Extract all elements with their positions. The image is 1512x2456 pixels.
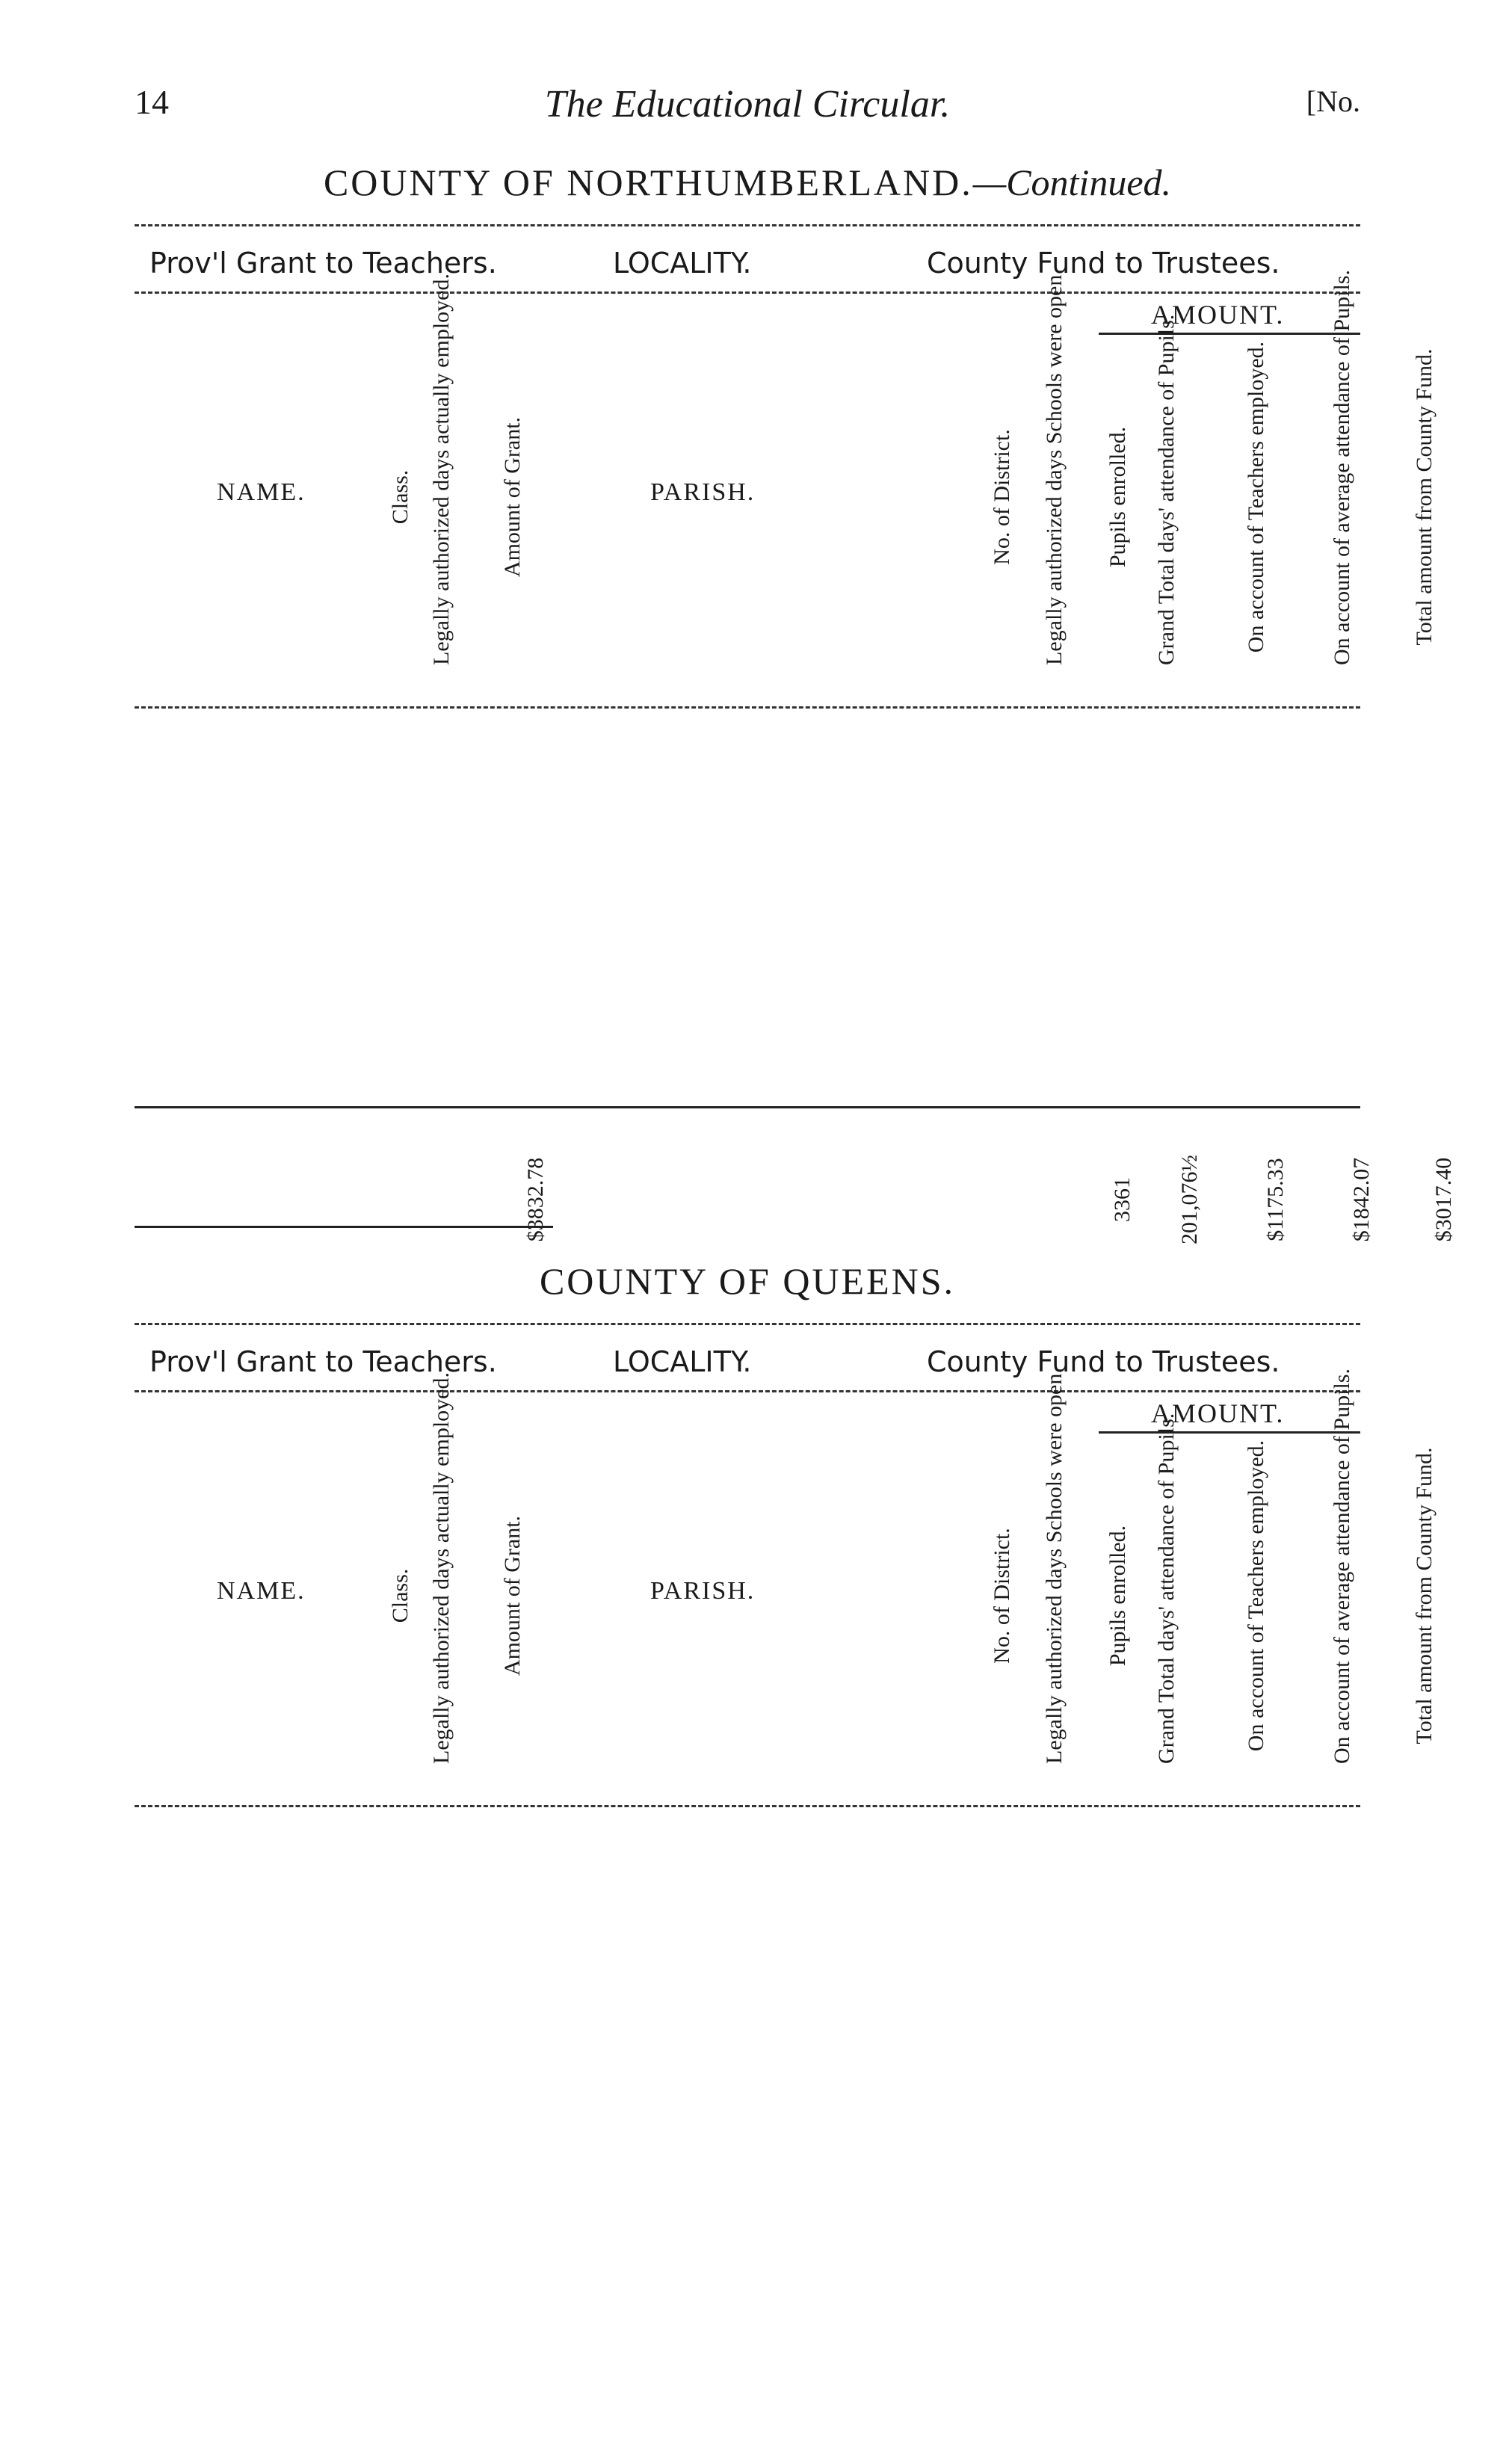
- days-employed-heading: Legally authorized days actually employed.: [429, 274, 454, 665]
- county-total-heading: Total amount from County Fund.: [1412, 348, 1437, 646]
- total-attendance: 201,076½: [1177, 1155, 1202, 1244]
- teachers-heading: On account of Teachers employed.: [1244, 341, 1268, 653]
- group-teachers: Prov'l Grant to Teachers.: [149, 247, 497, 280]
- northumberland-title: COUNTY OF NORTHUMBERLAND.—Continued.: [323, 161, 1172, 203]
- total-county-fund: $3017.40: [1431, 1157, 1456, 1242]
- issue-label: [No.: [1306, 84, 1360, 118]
- amount-heading: AMOUNT.: [1151, 1398, 1285, 1428]
- pupils-heading: Pupils enrolled.: [1105, 426, 1130, 568]
- name-heading: NAME.: [217, 1577, 306, 1605]
- pupils-heading: Pupils enrolled.: [1105, 1525, 1130, 1667]
- average-heading: On account of average attendance of Pupils.: [1330, 270, 1354, 665]
- total-pupils: 3361: [1110, 1177, 1135, 1222]
- average-heading: On account of average attendance of Pupils.: [1330, 1369, 1354, 1764]
- page-header: [135, 82, 1360, 135]
- amount-heading: AMOUNT.: [1151, 300, 1285, 330]
- total-days-heading: Grand Total days' attendance of Pupils.: [1154, 1413, 1179, 1764]
- parish-heading: PARISH.: [650, 478, 756, 506]
- name-heading: NAME.: [217, 478, 306, 506]
- group-county: County Fund to Trustees.: [927, 247, 1280, 280]
- group-county: County Fund to Trustees.: [927, 1345, 1280, 1378]
- district-heading: No. of District.: [990, 1528, 1014, 1664]
- northumberland-table: [135, 224, 1456, 1244]
- district-heading: No. of District.: [990, 429, 1014, 565]
- teachers-heading: On account of Teachers employed.: [1244, 1440, 1268, 1752]
- county-total-heading: Total amount from County Fund.: [1412, 1447, 1437, 1744]
- queens-table: [135, 1323, 1437, 2265]
- class-heading: Class.: [388, 1568, 413, 1623]
- group-teachers: Prov'l Grant to Teachers.: [149, 1345, 497, 1378]
- queens-title: COUNTY OF QUEENS.: [539, 1260, 956, 1302]
- total-average: $1842.07: [1349, 1157, 1374, 1242]
- days-open-heading: Legally authorized days Schools were open.: [1042, 1368, 1067, 1764]
- days-employed-heading: Legally authorized days actually employed.: [429, 1372, 454, 1764]
- days-open-heading: Legally authorized days Schools were open.: [1042, 269, 1067, 665]
- total-days-heading: Grand Total days' attendance of Pupils.: [1154, 314, 1179, 665]
- total-teachers: $1175.33: [1263, 1158, 1288, 1241]
- group-locality: LOCALITY.: [613, 1345, 752, 1378]
- total-grant: $3832.78: [523, 1157, 548, 1242]
- class-heading: Class.: [388, 469, 413, 525]
- parish-heading: PARISH.: [650, 1577, 756, 1605]
- page-number: 14: [135, 83, 169, 121]
- grant-heading: Amount of Grant.: [500, 1515, 525, 1676]
- grant-heading: Amount of Grant.: [500, 416, 525, 578]
- group-locality: LOCALITY.: [613, 247, 752, 280]
- publication-title: The Educational Circular.: [544, 83, 951, 126]
